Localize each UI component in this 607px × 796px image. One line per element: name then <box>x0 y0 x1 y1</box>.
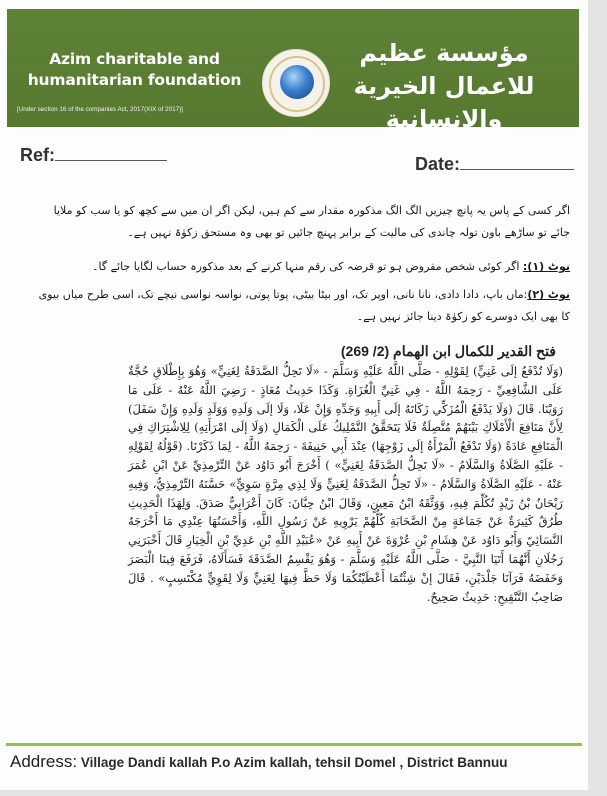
note-2 <box>36 284 570 328</box>
date-field[interactable] <box>415 154 574 175</box>
date-blank-line[interactable] <box>460 155 574 170</box>
citation-text: (وَلَا تُدْفَعُ إلَى غَنِيٍّ) لِقَوْلِهِ - صَلَّى اللَّهُ عَلَيْهِ وَسَلَّمَ - «لَا تَحِلُّ الصَّدَقَةُ لِغَنِيٍّ» وَهُوَ بِإِطْلَاقِ حُجَّةٌ عَلَى الشَّافِعِيِّ - رَحِمَهُ اللَّهُ - فِي غَنِيِّ الْغُزَاةِ. وَكَذَا حَدِيثُ مُعَاذٍ - رَضِيَ اللَّهُ عَنْهُ - عَلَى مَا رَوَيْنَا. قَالَ (وَلَا يَدْفَعُ الْمُزَكِّي زَكَاتَهُ إلَى أَبِيهِ وَجَدِّهِ وَإِنْ عَلَا، وَلَا إلَى وَلَدِهِ وَوَلَدِ وَلَدِهِ وَإِنْ سَفَلَ) لِأَنَّ مَنَافِعَ الْأَمْلَاكِ بَيْنَهُمْ مُتَّصِلَةٌ فَلَا يَتَحَقَّقُ التَّمْلِيكُ عَلَى الْكَمَالِ (وَلَا إلَى امْرَأَتِهِ) لِلِاشْتِرَاكِ فِي الْمَنَافِعِ عَادَةً (وَلَا تَدْفَعُ الْمَرْأَةُ إلَى زَوْجِهَا) عِنْدَ أَبِي حَنِيفَةَ - رَحِمَهُ اللَّهُ - لِمَا ذَكَرْنَا. (قَوْلُهُ لِقَوْلِهِ - عَلَيْهِ الصَّلَاةُ وَالسَّلَامُ - «لَا تَحِلُّ الصَّدَقَةُ لِغَنِيٍّ» ) أَخْرَجَ أَبُو دَاوُد عَنْ التِّرْمِذِيِّ عَنْ ابْنِ عُمَرَ عَنْهُ - عَلَيْهِ الصَّلَاةُ وَالسَّلَامُ - «لَا تَحِلُّ الصَّدَقَةُ لِغَنِيٍّ وَلَا لِذِي مِرَّةٍ سَوِيٍّ» حَسَّنَهُ التِّرْمِذِيُّ، وَفِيهِ رَيْحَانُ بْنُ زَيْدٍ تُكُلِّمَ فِيهِ، وَوَثَّقَهُ ابْنُ مَعِينٍ، وَقَالَ ابْنُ حِبَّانَ: كَانَ أَعْرَابِيٌّ صَدَقَ. وَلِهَذَا الْحَدِيثِ طُرُقٌ كَثِيرَةٌ عَنْ جَمَاعَةٍ مِنْ الصَّحَابَةِ كُلُّهُمْ يَرْوِيهِ عَنْ رَسُولِ اللَّهِ، وَأَحْسَنُهَا عِنْدِي مَا أَخْرَجَهُ النَّسَائِيّ وَأَبُو دَاوُد عَنْ هِشَامِ بْنِ عُرْوَةَ عَنْ أَبِيهِ عَنْ «عُبَيْدِ اللَّهِ بْنِ عَدِيِّ بْنِ الْخِيَارِ قَالَ أَخْبَرَنِي رَجُلَانِ أَنَّهُمَا أَتَيَا النَّبِيَّ - صَلَّى اللَّهُ عَلَيْهِ وَسَلَّمَ - وَهُوَ يَقْسِمُ الصَّدَقَةَ فَسَأَلَاهُ، فَرَفَعَ فِينَا الْبَصَرَ وَخَفَضَهُ فَرَآنَا جَلْدَيْنِ، فَقَالَ إنْ شِئْتُمَا أَعْطَيْتُكُمَا وَلَا حَظَّ فِيهَا لِغَنِيٍّ وَلَا لِقَوِيٍّ مُكْتَسِبٍ» . قَالَ صَاحِبُ التَّنْقِيحِ: حَدِيثٌ صَحِيحٌ. <box>128 364 563 604</box>
ref-blank-line[interactable] <box>55 146 167 161</box>
org-name-english: Azim charitable and humanitarian foundation <box>27 50 242 89</box>
globe-icon <box>280 65 314 99</box>
org-name-arabic: مؤسسة عظيم للاعمال الخيرية والانسانية <box>353 39 535 133</box>
note-2-text: :ماں باپ، دادا دادی، نانا نانی، اوپر تک، اور بیٹا بیٹی، پوتا پوتی، نواسہ نواسی نیچے تک، اسی طرح میاں بیوی کا بھی ایک دوسرے کو زکوٰۃ دینا جائز نہیں ہے۔ <box>38 288 570 323</box>
citation-heading: فتح القدير للكمال ابن الهمام (2/ 269) <box>340 343 556 359</box>
note-1 <box>36 256 570 278</box>
note-2-label: نوٹ (۲) <box>527 288 570 301</box>
address-value: Village Dandi kallah P.o Azim kallah, tehsil Domel , District Bannuu <box>77 755 508 770</box>
footer-address <box>10 752 507 772</box>
footer-divider <box>6 743 582 746</box>
globe-emblem-icon <box>262 49 330 117</box>
note-1-text: اگر کوئی شخص مقروض ہو تو قرضہ کی رقم منہا کرنے کے بعد مذکورہ حساب لگایا جائے گا۔ <box>92 260 523 273</box>
date-label: Date: <box>415 154 461 174</box>
address-label: Address: <box>10 752 78 771</box>
zakat-eligibility-paragraph: اگر کسی کے پاس یہ پانچ چیزیں الگ الگ مذکورہ مقدار سے کم ہیں، لیکن اگر ان میں سے کچھ کو یا سب کو ملایا جائے تو ساڑھے باون تولہ چاندی کی مالیت کے برابر پہنچ جائیں تو بھی وہ مستحق زکوٰۃ نہیں ہے۔ <box>53 204 570 239</box>
note-1-label: نوٹ (۱): <box>522 260 570 273</box>
header-banner <box>7 9 579 133</box>
ref-label: Ref: <box>20 145 55 165</box>
registration-note: [Under section 16 of the companies Act, 2017(XIX of 2017)] <box>17 106 183 113</box>
ref-field[interactable] <box>20 145 167 166</box>
